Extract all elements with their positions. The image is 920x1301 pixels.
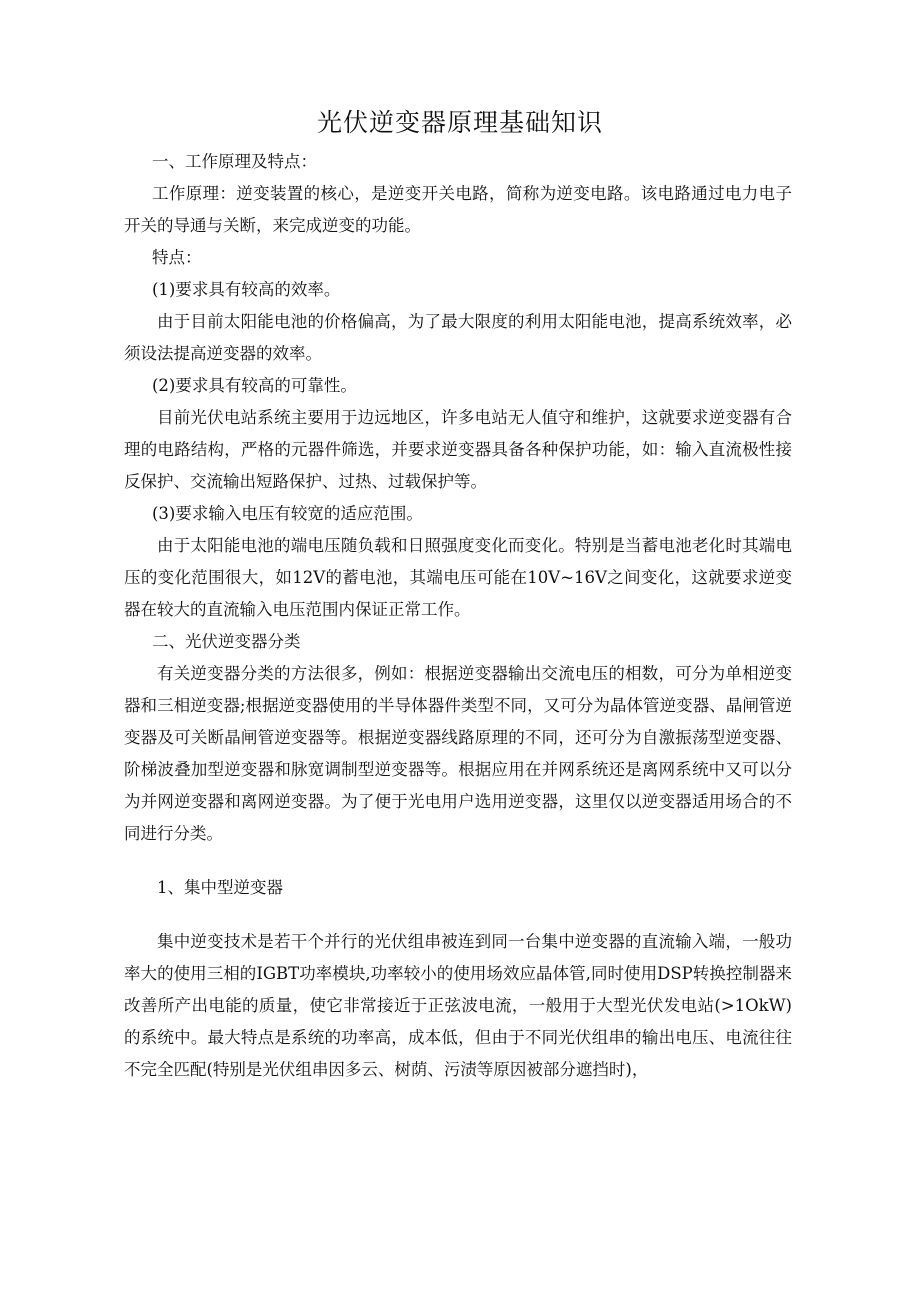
- section-heading: 二、光伏逆变器分类: [152, 632, 301, 651]
- paragraph: 目前光伏电站系统主要用于边远地区，许多电站无人值守和维护，这就要求逆变器有合理的电路结构，严格的元器件筛选，并要求逆变器具备各种保护功能，如：输入直流极性接反保护、交流输出短路保护、过热、过载保护等。: [124, 408, 792, 491]
- paragraph: 工作原理：逆变装置的核心，是逆变开关电路，简称为逆变电路。该电路通过电力电子开关的导通与关断，来完成逆变的功能。: [124, 184, 792, 235]
- section-heading: 1、集中型逆变器: [157, 878, 283, 897]
- spacer: [124, 850, 792, 872]
- spacer: [124, 904, 792, 926]
- paragraph: 由于目前太阳能电池的价格偏高，为了最大限度的利用太阳能电池，提高系统效率，必须设法提高逆变器的效率。: [124, 312, 792, 363]
- paragraph: 特点：: [152, 248, 202, 267]
- document-body: [124, 146, 792, 1086]
- section-heading: 一、工作原理及特点：: [152, 152, 317, 171]
- paragraph: 由于太阳能电池的端电压随负载和日照强度变化而变化。特别是当蓄电池老化时其端电压的变化范围很大，如12V的蓄电池，其端电压可能在10V~16V之间变化，这就要求逆变器在较大的直流输入电压范围内保证正常工作。: [124, 536, 792, 619]
- document-title: 光伏逆变器原理基础知识: [316, 108, 603, 137]
- paragraph: (2)要求具有较高的可靠性。: [152, 376, 357, 395]
- paragraph: 有关逆变器分类的方法很多，例如：根据逆变器输出交流电压的相数，可分为单相逆变器和三相逆变器;根据逆变器使用的半导体器件类型不同，又可分为晶体管逆变器、晶闸管逆变器及可关断晶闸管逆变器等。根据逆变器线路原理的不同，还可分为自激振荡型逆变器、阶梯波叠加型逆变器和脉宽调制型逆变器等。根据应用在并网系统还是离网系统中又可以分为并网逆变器和离网逆变器。为了便于光电用户选用逆变器，这里仅以逆变器适用场合的不同进行分类。: [124, 664, 792, 843]
- paragraph: (1)要求具有较高的效率。: [152, 280, 341, 299]
- paragraph: (3)要求输入电压有较宽的适应范围。: [152, 504, 423, 523]
- paragraph: 集中逆变技术是若干个并行的光伏组串被连到同一台集中逆变器的直流输入端，一般功率大的使用三相的IGBT功率模块,功率较小的使用场效应晶体管,同时使用DSP转换控制器来改善所产出电能的质量，使它非常接近于正弦波电流，一般用于大型光伏发电站(>1OkW)的系统中。最大特点是系统的功率高，成本低，但由于不同光伏组串的输出电压、电流往往不完全匹配(特别是光伏组串因多云、树荫、污渍等原因被部分遮挡时)，: [124, 932, 792, 1079]
